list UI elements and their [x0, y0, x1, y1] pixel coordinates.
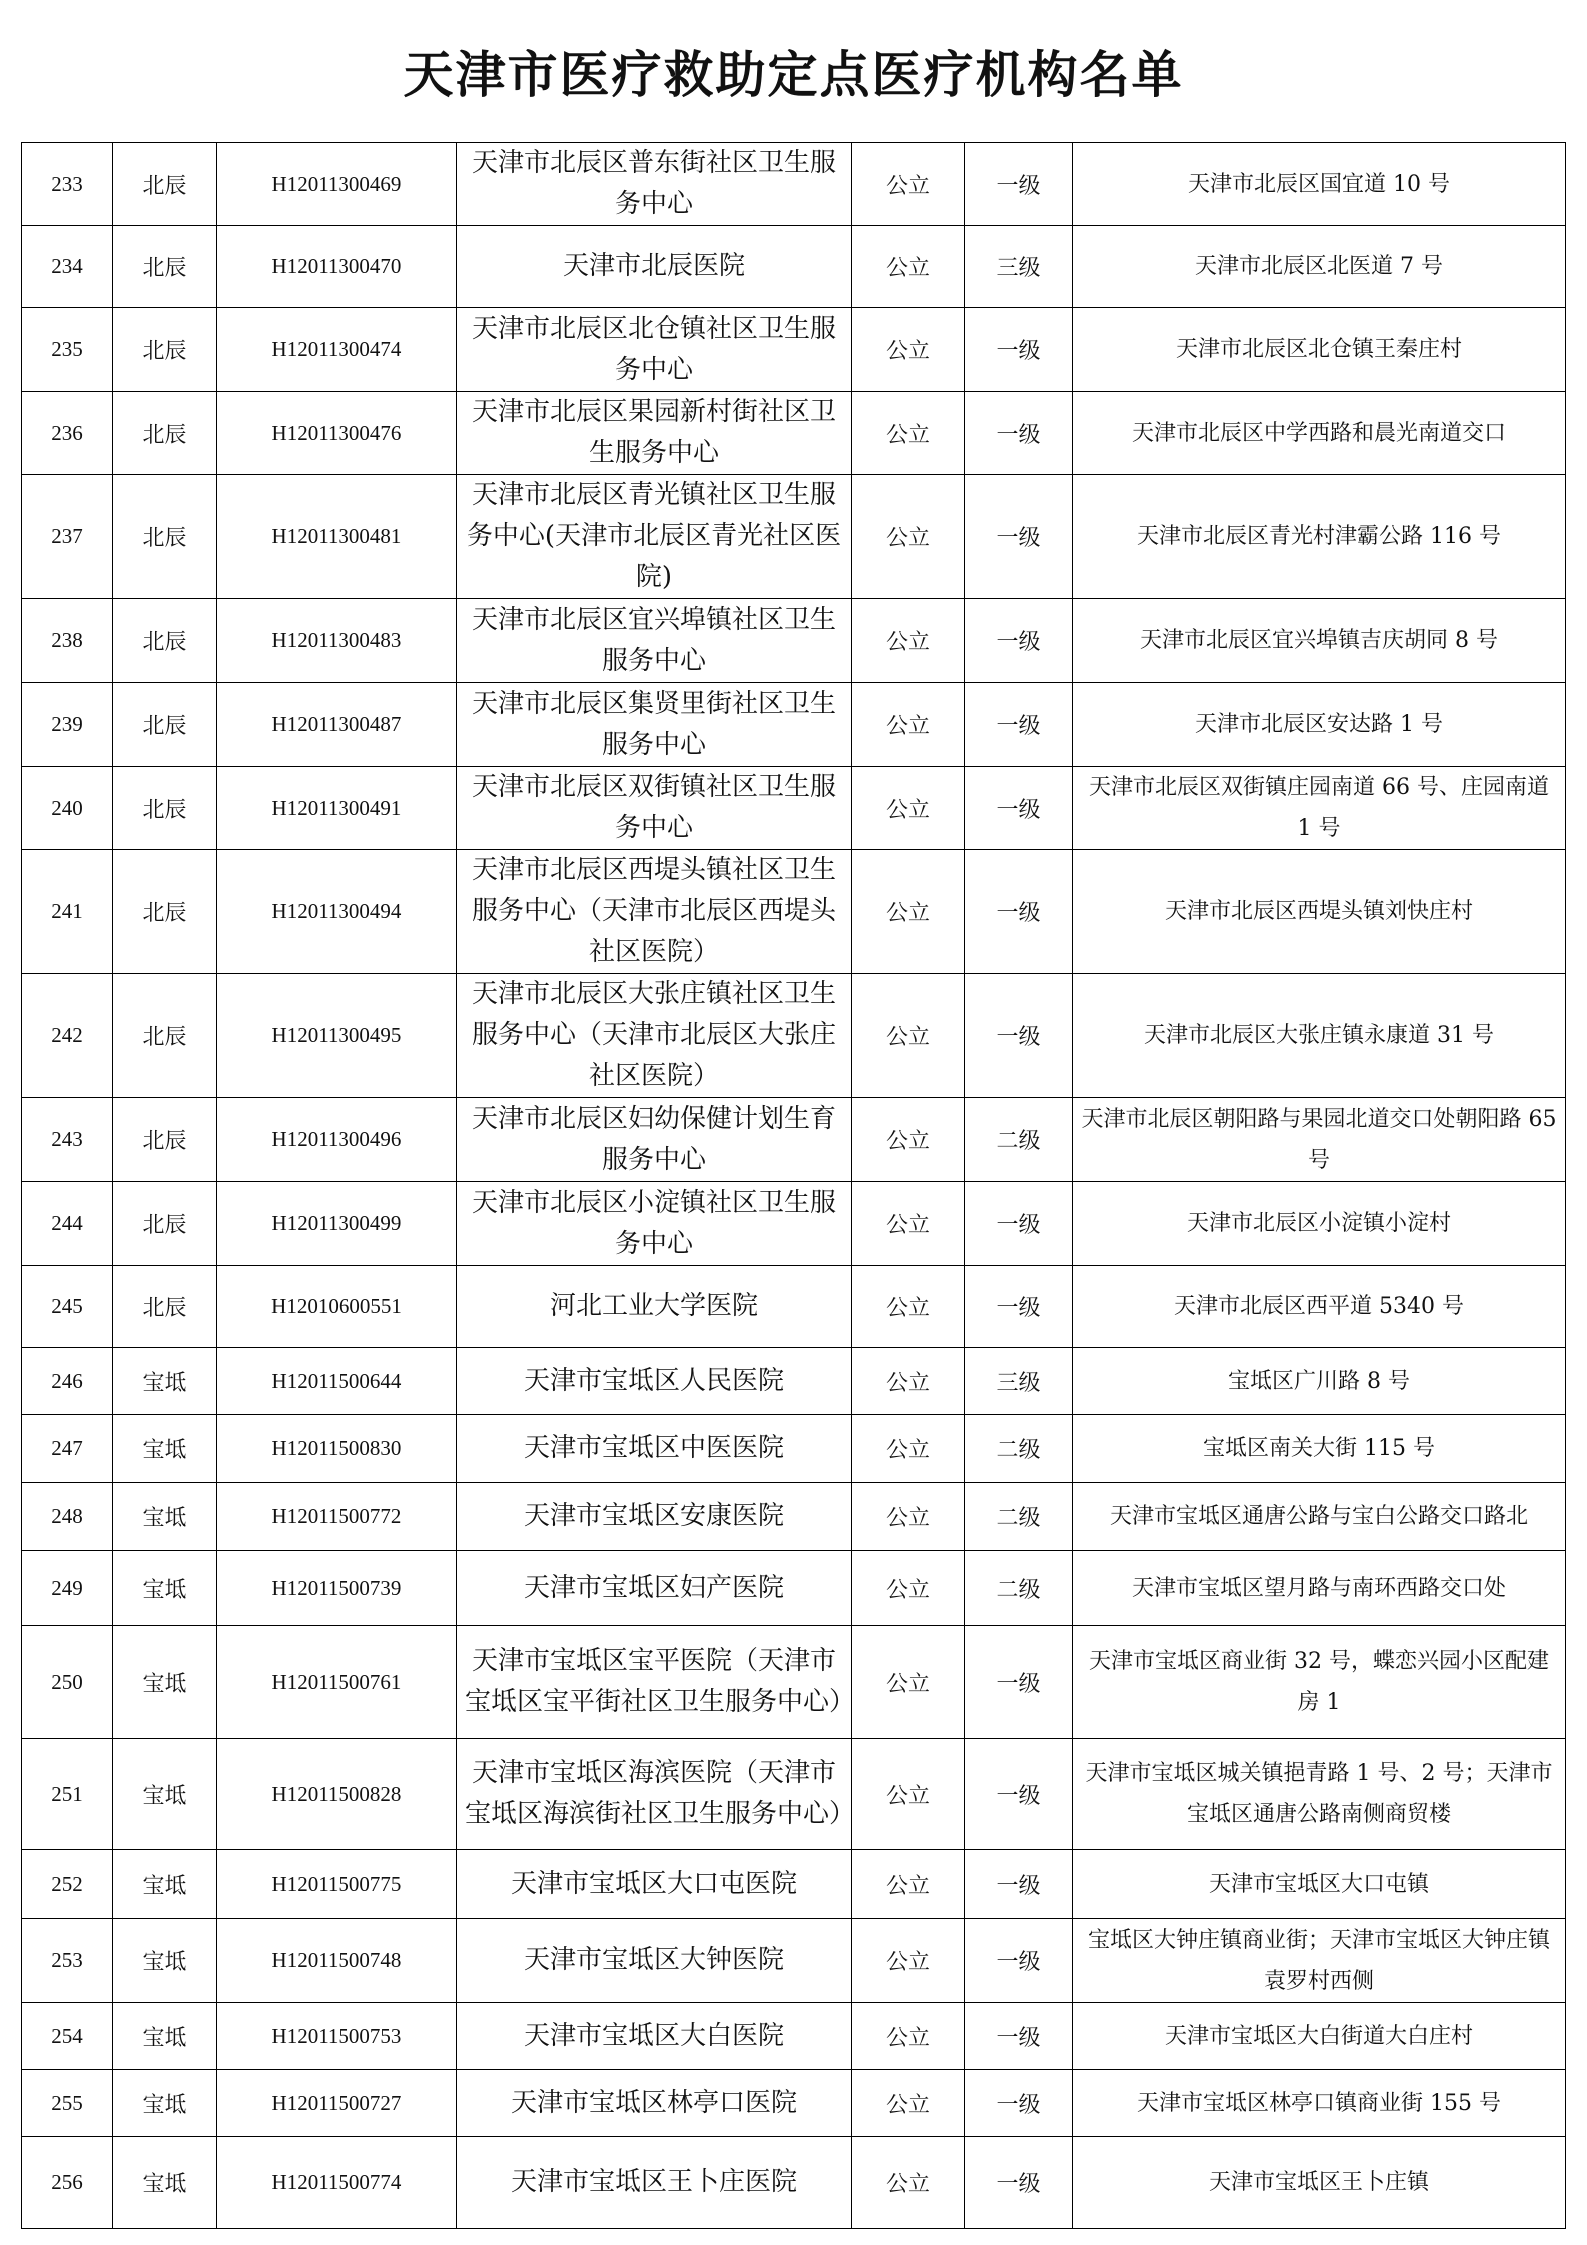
address-cell: 天津市宝坻区通唐公路与宝白公路交口路北	[1073, 1483, 1566, 1551]
institution-name: 天津市宝坻区宝平医院（天津市宝坻区宝平街社区卫生服务中心）	[457, 1626, 852, 1739]
address-cell: 天津市宝坻区大白街道大白庄村	[1073, 2003, 1566, 2070]
table-row	[22, 1348, 1566, 1415]
code-cell: H12011500644	[217, 1348, 457, 1415]
address-cell: 天津市北辰区北仓镇王秦庄村	[1073, 308, 1566, 392]
district-cell: 北辰	[113, 683, 217, 767]
address-cell: 天津市北辰区安达路 1 号	[1073, 683, 1566, 767]
row-number: 243	[22, 1098, 113, 1182]
table-row	[22, 1182, 1566, 1266]
code-cell: H12011300476	[217, 392, 457, 475]
level-cell: 一级	[965, 308, 1073, 392]
institution-name: 天津市北辰区北仓镇社区卫生服务中心	[457, 308, 852, 392]
ownership-cell: 公立	[852, 767, 965, 850]
district-cell: 宝坻	[113, 1551, 217, 1626]
level-cell: 一级	[965, 2137, 1073, 2229]
ownership-cell: 公立	[852, 475, 965, 599]
level-cell: 一级	[965, 1850, 1073, 1919]
row-number: 249	[22, 1551, 113, 1626]
ownership-cell: 公立	[852, 1551, 965, 1626]
row-number: 251	[22, 1739, 113, 1850]
row-number: 245	[22, 1266, 113, 1348]
row-number: 234	[22, 226, 113, 308]
institution-name: 天津市宝坻区安康医院	[457, 1483, 852, 1551]
level-cell: 二级	[965, 1098, 1073, 1182]
institution-name: 河北工业大学医院	[457, 1266, 852, 1348]
ownership-cell: 公立	[852, 1348, 965, 1415]
row-number: 247	[22, 1415, 113, 1483]
ownership-cell: 公立	[852, 226, 965, 308]
ownership-cell: 公立	[852, 1415, 965, 1483]
table-row	[22, 1266, 1566, 1348]
row-number: 255	[22, 2070, 113, 2137]
row-number: 240	[22, 767, 113, 850]
district-cell: 北辰	[113, 974, 217, 1098]
district-cell: 北辰	[113, 392, 217, 475]
district-cell: 北辰	[113, 308, 217, 392]
institution-name: 天津市北辰区大张庄镇社区卫生服务中心（天津市北辰区大张庄社区医院）	[457, 974, 852, 1098]
level-cell: 一级	[965, 683, 1073, 767]
row-number: 256	[22, 2137, 113, 2229]
district-cell: 北辰	[113, 1182, 217, 1266]
institution-name: 天津市北辰区普东街社区卫生服务中心	[457, 143, 852, 226]
table-row	[22, 392, 1566, 475]
code-cell: H12011300491	[217, 767, 457, 850]
table-row	[22, 1098, 1566, 1182]
code-cell: H12011300494	[217, 850, 457, 974]
table-row	[22, 599, 1566, 683]
address-cell: 天津市北辰区西堤头镇刘快庄村	[1073, 850, 1566, 974]
level-cell: 一级	[965, 767, 1073, 850]
district-cell: 宝坻	[113, 2003, 217, 2070]
ownership-cell: 公立	[852, 683, 965, 767]
table-row	[22, 1739, 1566, 1850]
row-number: 239	[22, 683, 113, 767]
address-cell: 天津市宝坻区林亭口镇商业街 155 号	[1073, 2070, 1566, 2137]
ownership-cell: 公立	[852, 974, 965, 1098]
institution-name: 天津市宝坻区王卜庄医院	[457, 2137, 852, 2229]
level-cell: 三级	[965, 1348, 1073, 1415]
address-cell: 宝坻区广川路 8 号	[1073, 1348, 1566, 1415]
table-row	[22, 1626, 1566, 1739]
level-cell: 一级	[965, 475, 1073, 599]
district-cell: 宝坻	[113, 1483, 217, 1551]
level-cell: 一级	[965, 2070, 1073, 2137]
table-row	[22, 1850, 1566, 1919]
address-cell: 宝坻区南关大街 115 号	[1073, 1415, 1566, 1483]
row-number: 237	[22, 475, 113, 599]
ownership-cell: 公立	[852, 392, 965, 475]
code-cell: H12011500739	[217, 1551, 457, 1626]
district-cell: 宝坻	[113, 1919, 217, 2003]
institution-name: 天津市北辰区果园新村街社区卫生服务中心	[457, 392, 852, 475]
address-cell: 天津市宝坻区王卜庄镇	[1073, 2137, 1566, 2229]
code-cell: H12011300496	[217, 1098, 457, 1182]
institution-name: 天津市宝坻区大口屯医院	[457, 1850, 852, 1919]
district-cell: 宝坻	[113, 1348, 217, 1415]
row-number: 254	[22, 2003, 113, 2070]
district-cell: 宝坻	[113, 1739, 217, 1850]
ownership-cell: 公立	[852, 1098, 965, 1182]
address-cell: 天津市北辰区青光村津霸公路 116 号	[1073, 475, 1566, 599]
ownership-cell: 公立	[852, 308, 965, 392]
code-cell: H12011500761	[217, 1626, 457, 1739]
level-cell: 一级	[965, 143, 1073, 226]
code-cell: H12011500775	[217, 1850, 457, 1919]
row-number: 244	[22, 1182, 113, 1266]
district-cell: 北辰	[113, 226, 217, 308]
address-cell: 天津市北辰区大张庄镇永康道 31 号	[1073, 974, 1566, 1098]
ownership-cell: 公立	[852, 1919, 965, 2003]
ownership-cell: 公立	[852, 2137, 965, 2229]
code-cell: H12011500772	[217, 1483, 457, 1551]
code-cell: H12010600551	[217, 1266, 457, 1348]
row-number: 235	[22, 308, 113, 392]
address-cell: 天津市北辰区朝阳路与果园北道交口处朝阳路 65 号	[1073, 1098, 1566, 1182]
address-cell: 天津市北辰区中学西路和晨光南道交口	[1073, 392, 1566, 475]
institution-name: 天津市北辰区小淀镇社区卫生服务中心	[457, 1182, 852, 1266]
address-cell: 天津市宝坻区大口屯镇	[1073, 1850, 1566, 1919]
district-cell: 宝坻	[113, 1626, 217, 1739]
code-cell: H12011500828	[217, 1739, 457, 1850]
code-cell: H12011300483	[217, 599, 457, 683]
row-number: 242	[22, 974, 113, 1098]
code-cell: H12011500830	[217, 1415, 457, 1483]
level-cell: 三级	[965, 226, 1073, 308]
ownership-cell: 公立	[852, 2070, 965, 2137]
district-cell: 北辰	[113, 475, 217, 599]
table-row	[22, 1919, 1566, 2003]
table-row	[22, 2070, 1566, 2137]
ownership-cell: 公立	[852, 1850, 965, 1919]
table-row	[22, 850, 1566, 974]
address-cell: 天津市北辰区西平道 5340 号	[1073, 1266, 1566, 1348]
district-cell: 北辰	[113, 599, 217, 683]
ownership-cell: 公立	[852, 1626, 965, 1739]
address-cell: 天津市宝坻区商业街 32 号，蝶恋兴园小区配建房 1	[1073, 1626, 1566, 1739]
level-cell: 一级	[965, 1266, 1073, 1348]
table-row	[22, 143, 1566, 226]
ownership-cell: 公立	[852, 1266, 965, 1348]
level-cell: 一级	[965, 1919, 1073, 2003]
ownership-cell: 公立	[852, 599, 965, 683]
code-cell: H12011300481	[217, 475, 457, 599]
institution-name: 天津市宝坻区大钟医院	[457, 1919, 852, 2003]
code-cell: H12011300487	[217, 683, 457, 767]
level-cell: 一级	[965, 1626, 1073, 1739]
ownership-cell: 公立	[852, 2003, 965, 2070]
table-row	[22, 475, 1566, 599]
institution-name: 天津市宝坻区妇产医院	[457, 1551, 852, 1626]
row-number: 238	[22, 599, 113, 683]
table-row	[22, 2003, 1566, 2070]
district-cell: 宝坻	[113, 1850, 217, 1919]
address-cell: 天津市北辰区小淀镇小淀村	[1073, 1182, 1566, 1266]
district-cell: 宝坻	[113, 2070, 217, 2137]
institution-name: 天津市北辰区西堤头镇社区卫生服务中心（天津市北辰区西堤头社区医院）	[457, 850, 852, 974]
ownership-cell: 公立	[852, 143, 965, 226]
level-cell: 一级	[965, 2003, 1073, 2070]
institution-name: 天津市宝坻区林亭口医院	[457, 2070, 852, 2137]
ownership-cell: 公立	[852, 1182, 965, 1266]
institution-name: 天津市宝坻区人民医院	[457, 1348, 852, 1415]
row-number: 241	[22, 850, 113, 974]
code-cell: H12011300469	[217, 143, 457, 226]
code-cell: H12011500774	[217, 2137, 457, 2229]
institution-name: 天津市北辰区青光镇社区卫生服务中心(天津市北辰区青光社区医院)	[457, 475, 852, 599]
institution-name: 天津市北辰区集贤里街社区卫生服务中心	[457, 683, 852, 767]
code-cell: H12011500753	[217, 2003, 457, 2070]
code-cell: H12011500748	[217, 1919, 457, 2003]
institution-name: 天津市北辰区妇幼保健计划生育服务中心	[457, 1098, 852, 1182]
table-row	[22, 683, 1566, 767]
district-cell: 北辰	[113, 1098, 217, 1182]
row-number: 250	[22, 1626, 113, 1739]
address-cell: 天津市北辰区国宜道 10 号	[1073, 143, 1566, 226]
district-cell: 宝坻	[113, 2137, 217, 2229]
address-cell: 天津市宝坻区望月路与南环西路交口处	[1073, 1551, 1566, 1626]
table-row	[22, 308, 1566, 392]
ownership-cell: 公立	[852, 1739, 965, 1850]
address-cell: 天津市宝坻区城关镇挹青路 1 号、2 号；天津市宝坻区通唐公路南侧商贸楼	[1073, 1739, 1566, 1850]
district-cell: 北辰	[113, 143, 217, 226]
level-cell: 二级	[965, 1483, 1073, 1551]
table-row	[22, 767, 1566, 850]
row-number: 253	[22, 1919, 113, 2003]
code-cell: H12011500727	[217, 2070, 457, 2137]
district-cell: 北辰	[113, 850, 217, 974]
institution-table	[21, 142, 1566, 2229]
level-cell: 二级	[965, 1415, 1073, 1483]
institution-name: 天津市北辰区双街镇社区卫生服务中心	[457, 767, 852, 850]
institution-name: 天津市北辰区宜兴埠镇社区卫生服务中心	[457, 599, 852, 683]
level-cell: 一级	[965, 850, 1073, 974]
district-cell: 宝坻	[113, 1415, 217, 1483]
row-number: 233	[22, 143, 113, 226]
address-cell: 天津市北辰区宜兴埠镇吉庆胡同 8 号	[1073, 599, 1566, 683]
table-row	[22, 974, 1566, 1098]
table-row	[22, 1483, 1566, 1551]
table-row	[22, 226, 1566, 308]
institution-name: 天津市北辰医院	[457, 226, 852, 308]
institution-name: 天津市宝坻区海滨医院（天津市宝坻区海滨街社区卫生服务中心）	[457, 1739, 852, 1850]
district-cell: 北辰	[113, 767, 217, 850]
table-row	[22, 1551, 1566, 1626]
address-cell: 天津市北辰区北医道 7 号	[1073, 226, 1566, 308]
ownership-cell: 公立	[852, 850, 965, 974]
page-title: 天津市医疗救助定点医疗机构名单	[403, 46, 1184, 104]
table-row	[22, 2137, 1566, 2229]
row-number: 252	[22, 1850, 113, 1919]
level-cell: 一级	[965, 1182, 1073, 1266]
row-number: 246	[22, 1348, 113, 1415]
row-number: 236	[22, 392, 113, 475]
institution-name: 天津市宝坻区大白医院	[457, 2003, 852, 2070]
code-cell: H12011300470	[217, 226, 457, 308]
row-number: 248	[22, 1483, 113, 1551]
level-cell: 一级	[965, 392, 1073, 475]
ownership-cell: 公立	[852, 1483, 965, 1551]
table-row	[22, 1415, 1566, 1483]
address-cell: 宝坻区大钟庄镇商业街；天津市宝坻区大钟庄镇袁罗村西侧	[1073, 1919, 1566, 2003]
code-cell: H12011300474	[217, 308, 457, 392]
district-cell: 北辰	[113, 1266, 217, 1348]
code-cell: H12011300499	[217, 1182, 457, 1266]
institution-name: 天津市宝坻区中医医院	[457, 1415, 852, 1483]
table-body	[22, 143, 1566, 2229]
level-cell: 二级	[965, 1551, 1073, 1626]
level-cell: 一级	[965, 974, 1073, 1098]
code-cell: H12011300495	[217, 974, 457, 1098]
level-cell: 一级	[965, 1739, 1073, 1850]
address-cell: 天津市北辰区双街镇庄园南道 66 号、庄园南道 1 号	[1073, 767, 1566, 850]
level-cell: 一级	[965, 599, 1073, 683]
